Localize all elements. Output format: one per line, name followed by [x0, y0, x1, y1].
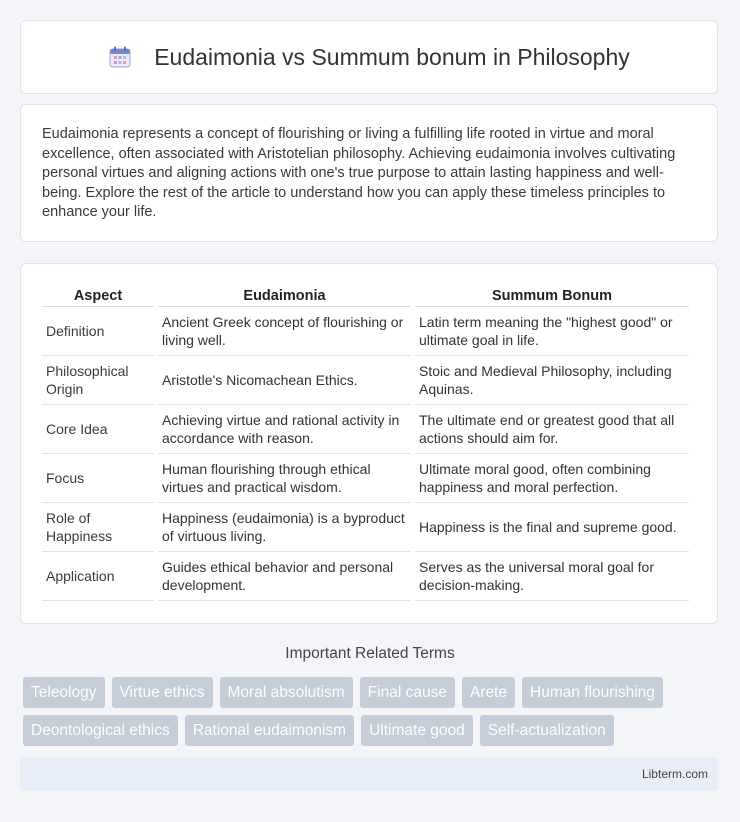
table-row — [42, 552, 689, 601]
row-eudaimonia: Human flourishing through ethical virtues and practical wisdom. — [158, 454, 411, 503]
header-eudaimonia: Eudaimonia — [158, 283, 411, 307]
row-summum-bonum: Happiness is the final and supreme good. — [415, 503, 689, 552]
calendar-icon — [108, 45, 132, 69]
tag-human-flourishing[interactable]: Human flourishing — [522, 677, 663, 708]
title-card — [20, 20, 718, 94]
row-eudaimonia: Happiness (eudaimonia) is a byproduct of virtuous living. — [158, 503, 411, 552]
tag-rational-eudaimonism[interactable]: Rational eudaimonism — [185, 715, 354, 746]
tag-teleology[interactable]: Teleology — [23, 677, 105, 708]
tag-moral-absolutism[interactable]: Moral absolutism — [220, 677, 353, 708]
row-summum-bonum: Ultimate moral good, often combining happiness and moral perfection. — [415, 454, 689, 503]
comparison-table — [38, 283, 693, 601]
row-aspect: Definition — [42, 307, 154, 356]
related-terms — [23, 677, 723, 753]
row-summum-bonum: Latin term meaning the "highest good" or ultimate goal in life. — [415, 307, 689, 356]
table-row — [42, 307, 689, 356]
tag-deontological-ethics[interactable]: Deontological ethics — [23, 715, 178, 746]
row-summum-bonum: The ultimate end or greatest good that all actions should aim for. — [415, 405, 689, 454]
tag-self-actualization[interactable]: Self-actualization — [480, 715, 614, 746]
tag-final-cause[interactable]: Final cause — [360, 677, 455, 708]
header-summum-bonum: Summum Bonum — [415, 283, 689, 307]
tag-row-1 — [23, 677, 723, 708]
table-row — [42, 405, 689, 454]
tag-arete[interactable]: Arete — [462, 677, 515, 708]
intro-paragraph: Eudaimonia represents a concept of flourishing or living a fulfilling life rooted in virtue and moral excellence, often associated with Aristotelian philosophy. Achieving eudaimonia involves cultivating personal virtues and aligning actions with one's true purpose to attain lasting happiness and well-being. Explore the rest of the article to understand how you can apply these timeless principles to enhance your life. — [42, 126, 676, 220]
tag-row-2 — [23, 715, 723, 746]
table-row — [42, 503, 689, 552]
related-terms-title: Important Related Terms — [285, 645, 455, 662]
row-aspect: Core Idea — [42, 405, 154, 454]
row-eudaimonia: Aristotle's Nicomachean Ethics. — [158, 356, 411, 405]
tag-virtue-ethics[interactable]: Virtue ethics — [112, 677, 213, 708]
row-summum-bonum: Serves as the universal moral goal for decision-making. — [415, 552, 689, 601]
comparison-table-card — [20, 263, 718, 624]
table-row — [42, 454, 689, 503]
header-aspect: Aspect — [42, 283, 154, 307]
row-aspect: Focus — [42, 454, 154, 503]
page-title: Eudaimonia vs Summum bonum in Philosophy — [154, 43, 630, 70]
row-summum-bonum: Stoic and Medieval Philosophy, including Aquinas. — [415, 356, 689, 405]
row-aspect: Role of Happiness — [42, 503, 154, 552]
table-header-row — [42, 283, 689, 307]
footer — [20, 757, 718, 791]
tag-ultimate-good[interactable]: Ultimate good — [361, 715, 473, 746]
footer-site-link[interactable]: Libterm.com — [641, 767, 708, 781]
row-eudaimonia: Achieving virtue and rational activity in accordance with reason. — [158, 405, 411, 454]
intro-card — [20, 104, 718, 242]
row-aspect: Philosophical Origin — [42, 356, 154, 405]
row-eudaimonia: Ancient Greek concept of flourishing or living well. — [158, 307, 411, 356]
row-aspect: Application — [42, 552, 154, 601]
row-eudaimonia: Guides ethical behavior and personal development. — [158, 552, 411, 601]
table-row — [42, 356, 689, 405]
